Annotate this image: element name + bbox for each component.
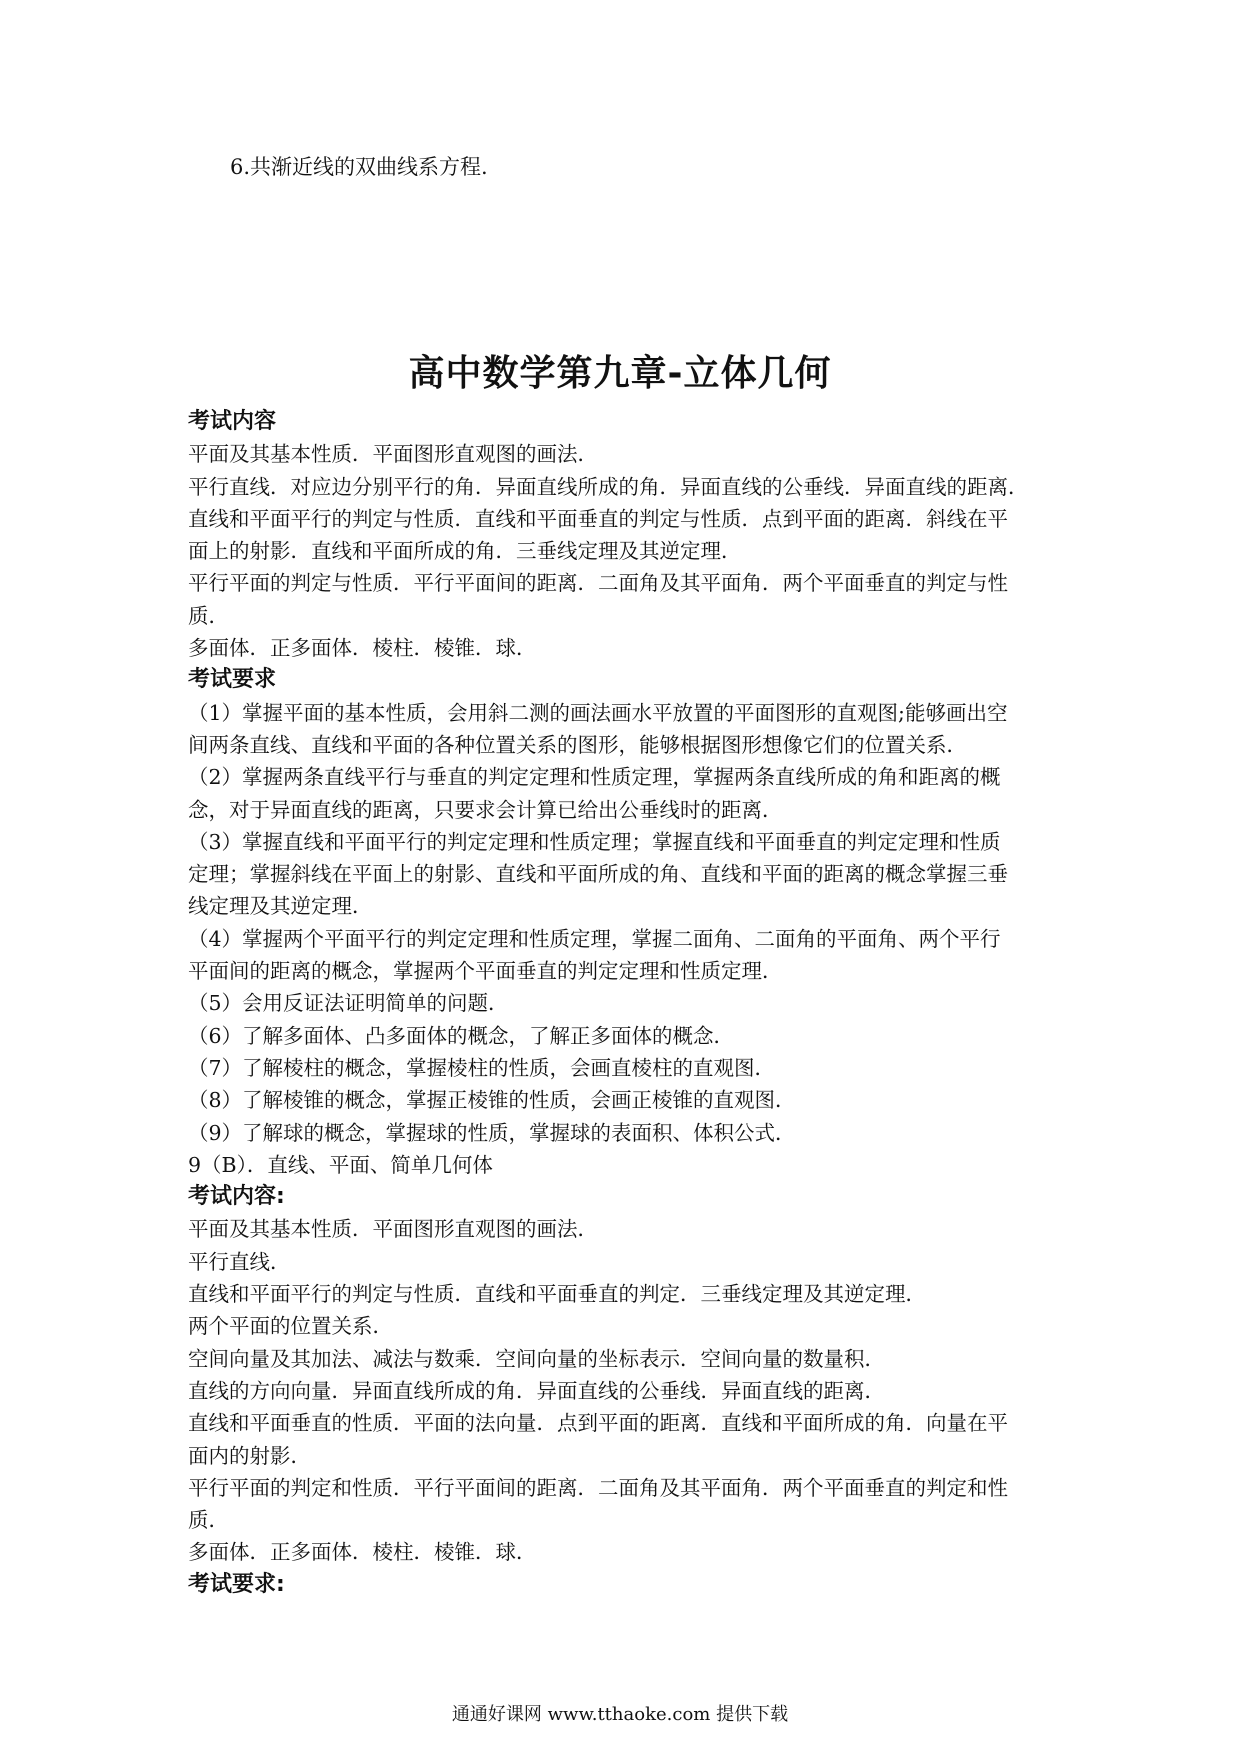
text-line: 空间向量及其加法、减法与数乘．空间向量的坐标表示．空间向量的数量积．	[188, 1346, 885, 1371]
text-line: （5）会用反证法证明简单的问题．	[188, 991, 509, 1016]
section-heading-exam-content: 考试内容	[188, 409, 277, 434]
text-line: （6）了解多面体、凸多面体的概念，了解正多面体的概念．	[188, 1023, 735, 1048]
text-line: （3）掌握直线和平面平行的判定定理和性质定理；掌握直线和平面垂直的判定定理和性质	[188, 829, 1001, 854]
section-heading-exam-requirements: 考试要求	[188, 667, 277, 693]
page-footer: 通通好课网 www.tthaoke.com 提供下载	[451, 1704, 789, 1725]
text-line: 两个平面的位置关系．	[188, 1314, 393, 1339]
chapter-title: 高中数学第九章-立体几何	[408, 353, 832, 394]
text-line: 多面体．正多面体．棱柱．棱锥．球．	[188, 636, 537, 661]
exam-requirements-list	[188, 697, 1068, 1181]
text-line: 平行平面的判定与性质．平行平面间的距离．二面角及其平面角．两个平面垂直的判定与性	[188, 571, 1008, 596]
text-line: （4）掌握两个平面平行的判定定理和性质定理，掌握二面角、二面角的平面角、两个平行	[188, 926, 1001, 951]
section-heading-exam-content-9b: 考试内容:	[188, 1184, 285, 1210]
hyperbola-note-line: 6.共渐近线的双曲线系方程.	[230, 155, 488, 179]
text-line: 定理；掌握斜线在平面上的射影、直线和平面所成的角、直线和平面的距离的概念掌握三垂	[188, 862, 1008, 887]
text-line: （1）掌握平面的基本性质，会用斜二测的画法画水平放置的平面图形的直观图;能够画出空	[188, 700, 1008, 725]
text-line: （2）掌握两条直线平行与垂直的判定定理和性质定理，掌握两条直线所成的角和距离的概	[188, 765, 1001, 790]
text-line: 质．	[188, 1508, 229, 1533]
text-line: （8）了解棱锥的概念，掌握正棱锥的性质，会画正棱锥的直观图．	[188, 1088, 796, 1113]
text-line: 直线和平面垂直的性质．平面的法向量．点到平面的距离．直线和平面所成的角．向量在平	[188, 1411, 1008, 1436]
section-heading-exam-requirements-9b: 考试要求:	[188, 1571, 285, 1597]
text-line: 直线和平面平行的判定与性质．直线和平面垂直的判定．三垂线定理及其逆定理．	[188, 1282, 926, 1307]
text-line: 多面体．正多面体．棱柱．棱锥．球．	[188, 1540, 537, 1565]
text-line: 直线的方向向量．异面直线所成的角．异面直线的公垂线．异面直线的距离．	[188, 1378, 885, 1403]
section-9b-title: 9（B）．直线、平面、简单几何体	[188, 1152, 493, 1177]
text-line: 面上的射影．直线和平面所成的角．三垂线定理及其逆定理．	[188, 539, 742, 564]
text-line: 质．	[188, 603, 229, 628]
text-line: 平面间的距离的概念，掌握两个平面垂直的判定定理和性质定理．	[188, 959, 783, 984]
exam-content-9b-list	[188, 1213, 1068, 1568]
text-line: 平行平面的判定和性质．平行平面间的距离．二面角及其平面角．两个平面垂直的判定和性	[188, 1475, 1008, 1500]
text-line: 平面及其基本性质．平面图形直观图的画法．	[188, 1217, 598, 1242]
text-line: 念，对于异面直线的距离，只要求会计算已给出公垂线时的距离．	[188, 797, 783, 822]
text-line: 直线和平面平行的判定与性质．直线和平面垂直的判定与性质．点到平面的距离．斜线在平	[188, 506, 1008, 531]
text-line: 面内的射影．	[188, 1443, 311, 1468]
text-line: 线定理及其逆定理．	[188, 894, 373, 919]
text-line: 间两条直线、直线和平面的各种位置关系的图形，能够根据图形想像它们的位置关系．	[188, 732, 967, 757]
text-line: 平行直线．	[188, 1249, 291, 1274]
text-line: 平面及其基本性质．平面图形直观图的画法．	[188, 442, 598, 467]
text-line: 平行直线．对应边分别平行的角．异面直线所成的角．异面直线的公垂线．异面直线的距离．	[188, 474, 1029, 499]
text-line: （9）了解球的概念，掌握球的性质，掌握球的表面积、体积公式．	[188, 1120, 796, 1145]
exam-content-list	[188, 438, 1068, 664]
document-body	[188, 406, 1068, 1601]
text-line: （7）了解棱柱的概念，掌握棱柱的性质，会画直棱柱的直观图．	[188, 1055, 776, 1080]
